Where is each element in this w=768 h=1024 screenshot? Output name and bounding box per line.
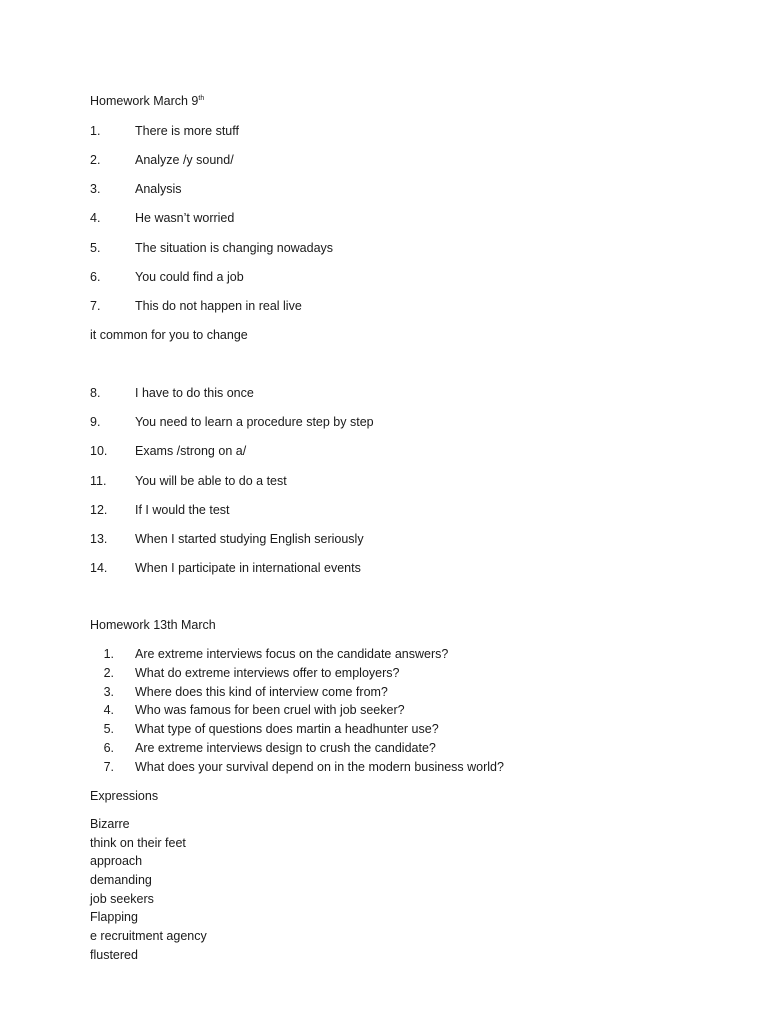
item-number: 9. bbox=[90, 415, 101, 429]
expression-item: demanding bbox=[90, 873, 152, 888]
item-text: What type of questions does martin a headhunter use? bbox=[135, 722, 439, 737]
expressions-heading: Expressions bbox=[90, 789, 159, 803]
heading-superscript: th bbox=[198, 94, 205, 102]
item-number: 3. bbox=[103, 684, 114, 699]
item-number: 5. bbox=[103, 722, 114, 737]
item-number: 1. bbox=[103, 647, 114, 661]
expression-item: Flapping bbox=[90, 910, 138, 925]
item-number: 2. bbox=[90, 153, 101, 167]
item-text: When I participate in international events bbox=[135, 561, 361, 575]
expression-item: job seekers bbox=[90, 891, 154, 906]
item-number: 7. bbox=[90, 299, 101, 313]
item-text: Where does this kind of interview come from? bbox=[135, 684, 388, 699]
item-text: Analyze /y sound/ bbox=[135, 153, 234, 167]
item-text: Analysis bbox=[135, 182, 182, 196]
list-item bbox=[90, 722, 690, 741]
item-text: He wasn’t worried bbox=[135, 211, 235, 225]
item-text: I have to do this once bbox=[135, 386, 254, 400]
list-item bbox=[90, 647, 690, 666]
item-number: 4. bbox=[103, 703, 114, 718]
item-number: 2. bbox=[103, 665, 114, 680]
list-item bbox=[90, 685, 690, 704]
item-number: 12. bbox=[90, 503, 108, 517]
interlude-line: it common for you to change bbox=[90, 328, 248, 342]
item-text: If I would the test bbox=[135, 503, 230, 517]
homework-13th-march-heading: Homework 13th March bbox=[90, 618, 216, 632]
expressions-word-list bbox=[90, 817, 207, 967]
list-item bbox=[90, 760, 690, 779]
item-text: There is more stuff bbox=[135, 124, 239, 138]
item-number: 5. bbox=[90, 241, 101, 255]
item-text: Are extreme interviews design to crush the candidate? bbox=[135, 740, 436, 755]
item-number: 11. bbox=[90, 474, 107, 488]
item-text: The situation is changing nowadays bbox=[135, 241, 334, 255]
item-number: 1. bbox=[90, 124, 101, 138]
homework-march-9-heading bbox=[90, 94, 204, 108]
item-number: 7. bbox=[103, 759, 114, 774]
expression-item: Bizarre bbox=[90, 817, 130, 831]
item-text: What does your survival depend on in the modern business world? bbox=[135, 759, 504, 774]
item-text: When I started studying English seriously bbox=[135, 532, 364, 546]
item-number: 8. bbox=[90, 386, 101, 400]
item-number: 10. bbox=[90, 444, 108, 458]
item-text: What do extreme interviews offer to employers? bbox=[135, 665, 400, 680]
homework-13th-march-questions bbox=[90, 647, 690, 779]
expression-item: approach bbox=[90, 854, 143, 869]
item-number: 3. bbox=[90, 182, 101, 196]
item-text: Exams /strong on a/ bbox=[135, 444, 247, 458]
expression-item: flustered bbox=[90, 947, 138, 962]
item-number: 13. bbox=[90, 532, 108, 546]
item-number: 6. bbox=[90, 270, 101, 284]
item-text: Who was famous for been cruel with job seeker? bbox=[135, 703, 405, 718]
expression-item: think on their feet bbox=[90, 835, 186, 850]
item-number: 14. bbox=[90, 561, 108, 575]
list-item bbox=[90, 666, 690, 685]
item-number: 6. bbox=[103, 740, 114, 755]
list-item bbox=[90, 703, 690, 722]
item-text: This do not happen in real live bbox=[135, 299, 302, 313]
item-text: You could find a job bbox=[135, 270, 244, 284]
expression-item: e recruitment agency bbox=[90, 929, 207, 944]
list-item bbox=[90, 741, 690, 760]
item-number: 4. bbox=[90, 211, 101, 225]
item-text: Are extreme interviews focus on the candidate answers? bbox=[135, 647, 449, 661]
item-text: You will be able to do a test bbox=[135, 474, 287, 488]
item-text: You need to learn a procedure step by step bbox=[135, 415, 374, 429]
heading-text: Homework March 9 bbox=[90, 94, 199, 108]
